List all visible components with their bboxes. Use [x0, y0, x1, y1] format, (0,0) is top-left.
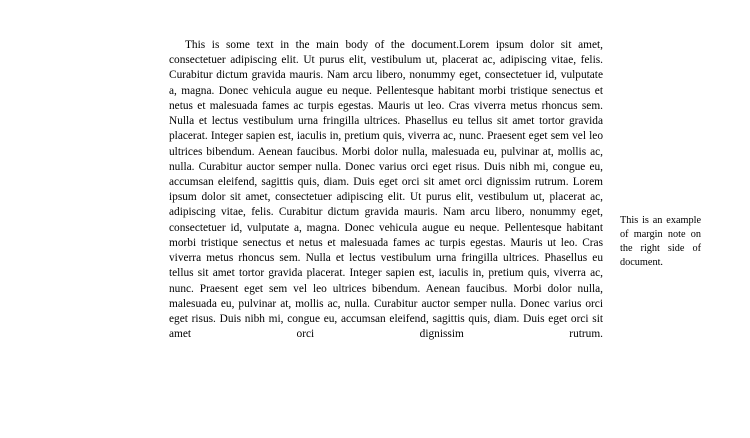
- main-text-column: [169, 38, 603, 358]
- margin-note-text: This is an example of margin note on the right side of document.: [620, 215, 701, 268]
- body-paragraph: This is some text in the main body of the document.Lorem ipsum dolor sit amet, consectetuer adipiscing elit. Ut purus elit, vestibulum ut, placerat ac, adipiscing vitae, felis. Curabitur dictum gravida mauris. Nam arcu libero, nonummy eget, consectetuer id, vulputate a, magna. Donec vehicula augue eu neque. Pellentesque habitant morbi tristique senectus et netus et malesuada fames ac turpis egestas. Mauris ut leo. Cras viverra metus rhoncus sem. Nulla et lectus vestibulum urna fringilla ultrices. Phasellus eu tellus sit amet tortor gravida placerat. Integer sapien est, iaculis in, pretium quis, viverra ac, nunc. Praesent eget sem vel leo ultrices bibendum. Aenean faucibus. Morbi dolor nulla, malesuada eu, pulvinar at, mollis ac, nulla. Curabitur auctor semper nulla. Donec varius orci eget risus. Duis nibh mi, congue eu, accumsan eleifend, sagittis quis, diam. Duis eget orci sit amet orci dignissim rutrum. Lorem ipsum dolor sit amet, consectetuer adipiscing elit. Ut purus elit, vestibulum ut, placerat ac, adipiscing vitae, felis. Curabitur dictum gravida mauris. Nam arcu libero, nonummy eget, consectetuer id, vulputate a, magna. Donec vehicula augue eu neque. Pellentesque habitant morbi tristique senectus et netus et malesuada fames ac turpis egestas. Mauris ut leo. Cras viverra metus rhoncus sem. Nulla et lectus vestibulum urna fringilla ultrices. Phasellus eu tellus sit amet tortor gravida placerat. Integer sapien est, iaculis in, pretium quis, viverra ac, nunc. Praesent eget sem vel leo ultrices bibendum. Aenean faucibus. Morbi dolor nulla, malesuada eu, pulvinar at, mollis ac, nulla. Curabitur auctor semper nulla. Donec varius orci eget risus. Duis nibh mi, congue eu, accumsan eleifend, sagittis quis, diam. Duis eget orci sit amet orci dignissim rutrum.: [169, 39, 603, 341]
- margin-note-column: [620, 214, 701, 284]
